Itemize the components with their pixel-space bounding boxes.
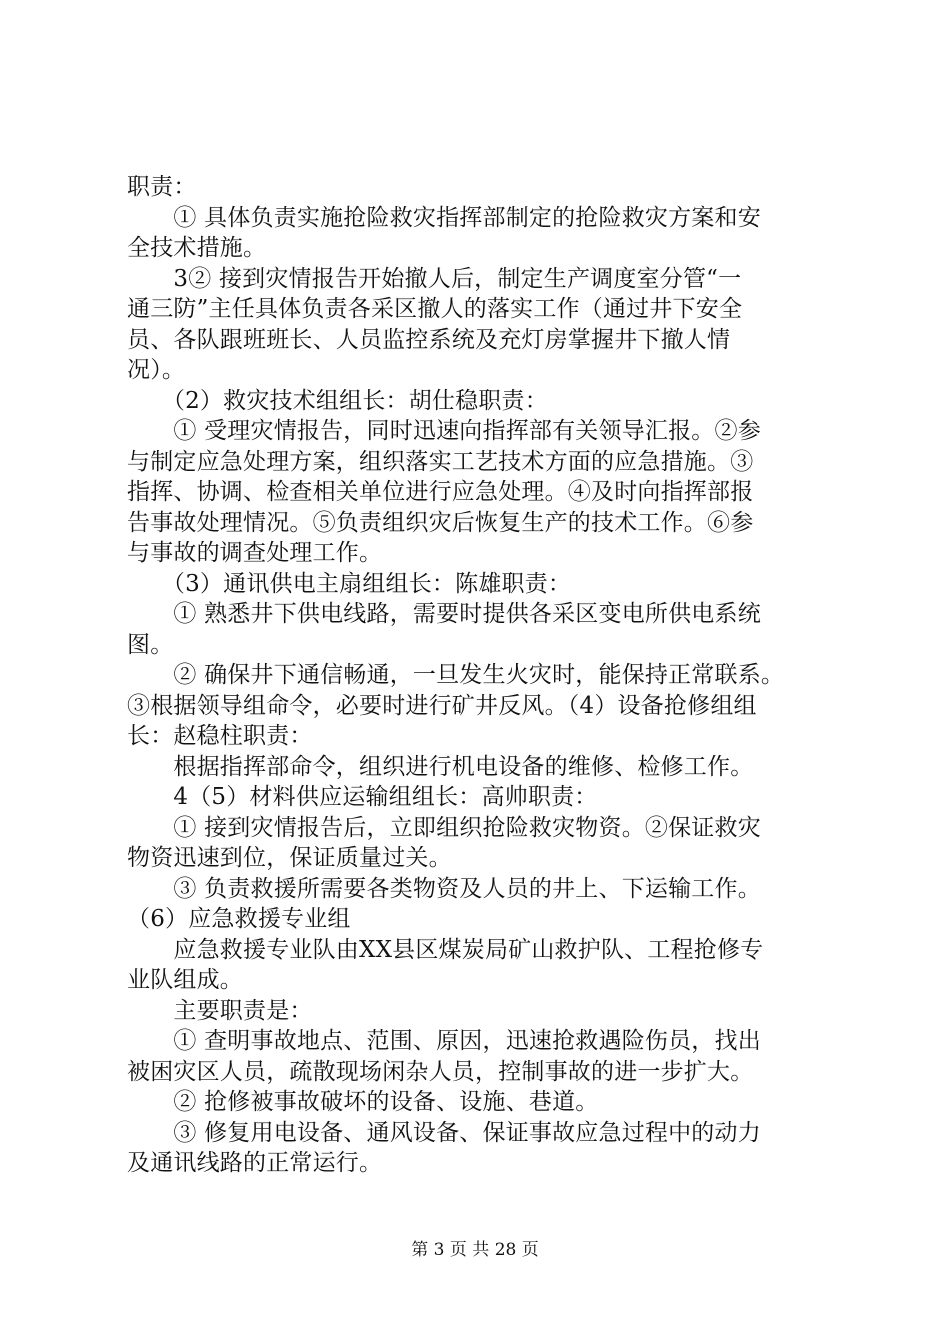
section-heading: （3）通讯供电主扇组组长：陈雄职责： <box>127 570 572 597</box>
text-line: 全技术措施。 <box>127 235 267 261</box>
text-line: 告事故处理情况。⑤负责组织灾后恢复生产的技术工作。⑥参 <box>127 509 754 536</box>
text-line: ① 熟悉井下供电线路，需要时提供各采区变电所供电系统 <box>127 601 761 627</box>
text-line: 况）。 <box>127 357 186 383</box>
text-line: 通三防”主任具体负责各采区撤人的落实工作（通过井下安全 <box>127 296 743 322</box>
text-line: 业队组成。 <box>127 967 243 993</box>
text-line: 3② 接到灾情报告开始撤人后，制定生产调度室分管“一 <box>127 265 742 292</box>
text-line: 员、各队跟班班长、人员监控系统及充灯房掌握井下撤人情 <box>127 326 731 353</box>
text-line: 职责： <box>127 174 197 200</box>
text-line: 被困灾区人员，疏散现场闲杂人员，控制事故的进一步扩大。 <box>127 1058 754 1085</box>
text-line: 指挥、协调、检查相关单位进行应急处理。④及时向指挥部报 <box>127 479 754 505</box>
text-line: ① 受理灾情报告，同时迅速向指挥部有关领导汇报。②参 <box>127 418 761 444</box>
text-line: 应急救援专业队由XX县区煤炭局矿山救护队、工程抢修专 <box>127 936 764 963</box>
text-line: ① 具体负责实施抢险救灾指挥部制定的抢险救灾方案和安 <box>127 204 761 231</box>
page-number-footer: 第 3 页 共 28 页 <box>411 1240 539 1260</box>
text-line: ② 抢修被事故破坏的设备、设施、巷道。 <box>127 1089 599 1115</box>
text-line: ③ 负责救援所需要各类物资及人员的井上、下运输工作。 <box>127 875 761 902</box>
text-line: 及通讯线路的正常运行。 <box>127 1150 383 1176</box>
body-text <box>127 172 839 1179</box>
text-line: 根据指挥部命令，组织进行机电设备的维修、检修工作。 <box>127 753 754 780</box>
text-line: 长：赵稳柱职责： <box>127 723 313 749</box>
text-line: ③根据领导组命令，必要时进行矿井反风。（4）设备抢修组组 <box>127 692 757 719</box>
text-line: 与事故的调查处理工作。 <box>127 540 383 566</box>
text-line: ③ 修复用电设备、通风设备、保证事故应急过程中的动力 <box>127 1119 761 1146</box>
section-heading: （6）应急救援专业组 <box>127 906 351 932</box>
text-line: ① 接到灾情报告后，立即组织抢险救灾物资。②保证救灾 <box>127 814 761 841</box>
text-line: ② 确保井下通信畅通，一旦发生火灾时，能保持正常联系。 <box>127 662 785 688</box>
section-heading: （2）救灾技术组组长：胡仕稳职责： <box>127 387 548 414</box>
text-line: 物资迅速到位，保证质量过关。 <box>127 845 452 871</box>
section-heading: 4（5）材料供应运输组组长：高帅职责： <box>127 784 598 810</box>
text-line: 图。 <box>127 631 174 658</box>
text-line: 与制定应急处理方案，组织落实工艺技术方面的应急措施。③ <box>127 448 754 475</box>
text-line: 主要职责是： <box>127 997 313 1024</box>
text-line: ① 查明事故地点、范围、原因，迅速抢救遇险伤员，找出 <box>127 1028 761 1054</box>
